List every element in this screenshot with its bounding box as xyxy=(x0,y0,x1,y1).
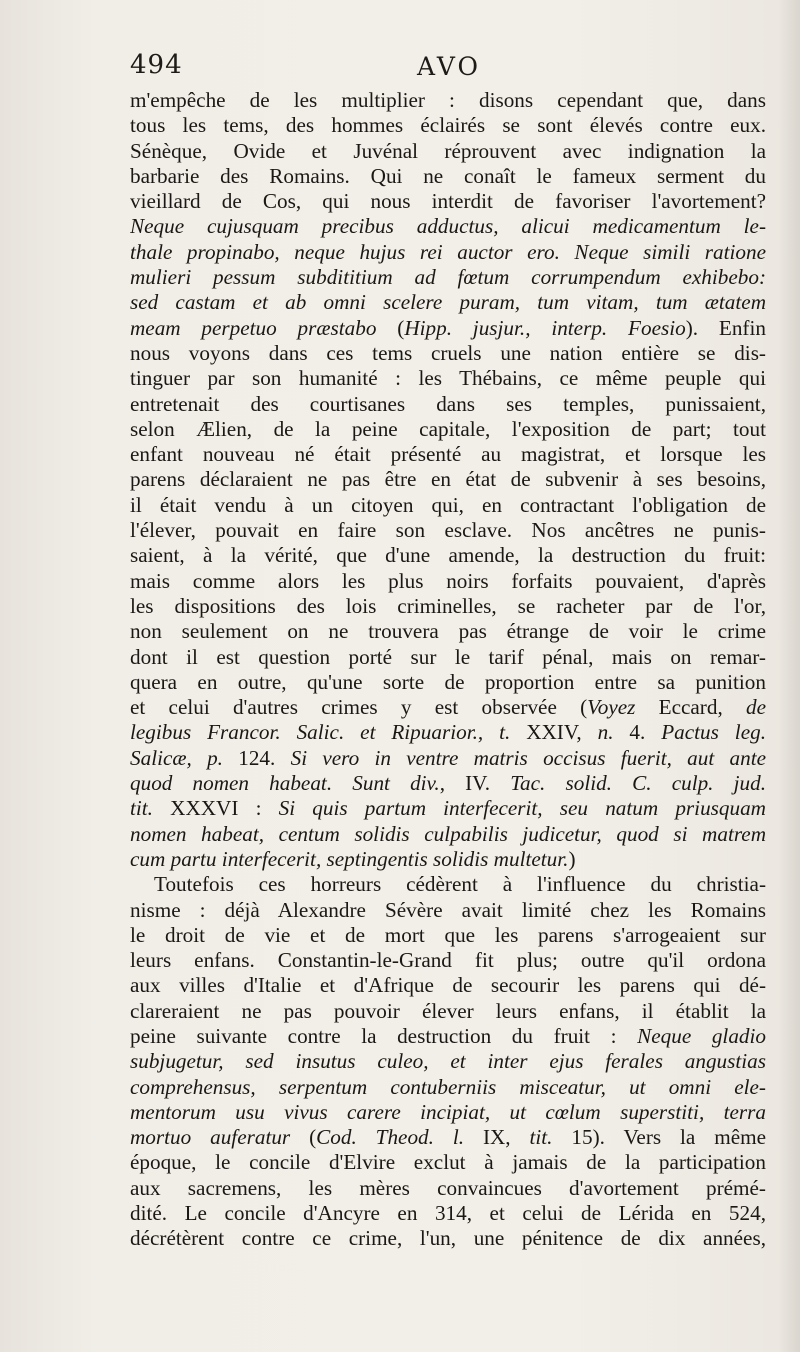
text-line xyxy=(130,1049,766,1074)
text-line xyxy=(130,1150,766,1175)
text-line xyxy=(130,948,766,973)
text-segment: aux villes d'Italie et d'Afrique de secourir les parens qui dé- xyxy=(130,973,766,998)
text-line xyxy=(130,265,766,290)
text-line xyxy=(130,164,766,189)
italic-segment: tit. xyxy=(130,796,153,821)
text-segment: l'élever, pouvait en faire son esclave. Nos ancêtres ne punis- xyxy=(130,518,766,543)
text-line xyxy=(130,442,766,467)
text-segment: et celui d'autres crimes y est observée ( xyxy=(130,695,588,720)
running-head xyxy=(130,48,768,88)
text-segment: peine suivante contre la destruction du fruit : xyxy=(130,1023,638,1048)
italic-segment: Si vero in ventre matris occisus fuerit, aut ante xyxy=(290,745,766,770)
running-headword: AVO xyxy=(417,52,481,81)
text-line xyxy=(130,898,766,923)
italic-segment: quod nomen habeat. Sunt div. xyxy=(130,771,440,796)
text-segment: le droit de vie et de mort que les parens s'arrogeaient sur xyxy=(130,922,766,947)
text-segment: mais comme alors les plus noirs forfaits pouvaient, d'après xyxy=(130,568,766,593)
text-line xyxy=(130,771,766,796)
text-line xyxy=(130,366,766,391)
text-line xyxy=(130,1176,766,1201)
italic-segment: n. xyxy=(597,720,614,745)
text-line xyxy=(130,746,766,771)
text-segment: aux sacremens, les mères convaincues d'avortement prémé- xyxy=(130,1175,766,1200)
text-line xyxy=(130,1075,766,1100)
text-segment: ( xyxy=(290,1125,317,1150)
italic-segment: thale propinabo, neque hujus rei auctor ero. Neque simili ratione xyxy=(130,239,766,264)
italic-segment: mulieri pessum subdititium ad fœtum corrumpendum exhibebo: xyxy=(130,265,766,290)
text-segment: entretenait des courtisanes dans ses temples, punissaient, xyxy=(130,391,766,416)
text-line xyxy=(130,695,766,720)
text-segment: leurs enfans. Constantin-le-Grand fit plus; outre qu'il ordona xyxy=(130,948,766,973)
text-segment: les dispositions des lois criminelles, se racheter par de l'or, xyxy=(130,593,766,618)
italic-segment: tit. xyxy=(529,1125,553,1150)
text-line xyxy=(130,923,766,948)
text-line xyxy=(130,670,766,695)
text-segment: 15). Vers la même xyxy=(552,1125,766,1150)
italic-segment: subjugetur, sed insutus culeo, et inter ejus ferales angustias xyxy=(130,1049,766,1074)
text-line xyxy=(130,645,766,670)
text-line xyxy=(130,341,766,366)
text-line xyxy=(130,619,766,644)
italic-segment: nomen habeat, centum solidis culpabilis judicetur, quod si matrem xyxy=(130,821,766,846)
text-segment: barbarie des Romains. Qui ne conaît le fameux serment du xyxy=(130,163,766,188)
page-gutter-shadow xyxy=(778,0,800,1352)
italic-segment: Hipp. jusjur., interp. Foesio xyxy=(404,315,686,340)
text-segment: dont il est question porté sur le tarif pénal, mais on remar- xyxy=(130,644,766,669)
text-line xyxy=(130,493,766,518)
text-line xyxy=(130,467,766,492)
text-segment: ( xyxy=(376,315,405,340)
italic-segment: legibus Francor. Salic. et Ripuarior., t. xyxy=(130,720,511,745)
text-segment: nisme : déjà Alexandre Sévère avait limité chez les Romains xyxy=(130,897,766,922)
text-line xyxy=(130,847,766,872)
text-segment: décrétèrent contre ce crime, l'un, une pénitence de dix années, xyxy=(130,1226,766,1251)
italic-segment: Tac. solid. C. culp. jud. xyxy=(510,771,766,796)
text-segment: non seulement on ne trouvera pas étrange de voir le crime xyxy=(130,619,766,644)
text-line xyxy=(130,822,766,847)
text-line xyxy=(130,214,766,239)
text-segment: 4. xyxy=(613,720,662,745)
text-line xyxy=(130,1201,766,1226)
text-segment: tinguer par son humanité : les Thébains, ce même peuple qui xyxy=(130,366,766,391)
text-segment: XXIV, xyxy=(510,720,598,745)
text-segment: m'empêche de les multiplier : disons cependant que, dans xyxy=(130,88,766,112)
text-segment: vieillard de Cos, qui nous interdit de favoriser l'avortement? xyxy=(130,189,766,214)
body-text xyxy=(130,88,766,1252)
italic-segment: sed castam et ab omni scelere puram, tum vitam, tum ætatem xyxy=(130,290,766,315)
text-line xyxy=(130,796,766,821)
italic-segment: Pactus leg. xyxy=(661,720,766,745)
text-segment: quera en outre, qu'une sorte de proportion entre sa punition xyxy=(130,669,766,694)
italic-segment: Voyez xyxy=(587,695,636,720)
text-line xyxy=(130,594,766,619)
text-segment: dité. Le concile d'Ancyre en 314, et celui de Lérida en 524, xyxy=(130,1201,766,1226)
text-segment: Toutefois ces horreurs cédèrent à l'influence du christia- xyxy=(154,872,766,897)
text-line xyxy=(130,290,766,315)
text-segment: parens déclaraient ne pas être en état de subvenir à ses besoins, xyxy=(130,467,766,492)
text-line xyxy=(130,973,766,998)
italic-segment: mortuo auferatur xyxy=(130,1125,291,1150)
text-line xyxy=(130,139,766,164)
text-line xyxy=(130,240,766,265)
text-segment: époque, le concile d'Elvire exclut à jamais de la participation xyxy=(130,1150,766,1175)
italic-segment: Neque cujusquam precibus adductus, alicui medicamentum le- xyxy=(130,214,766,239)
text-segment: ) xyxy=(568,846,576,871)
text-segment: il était vendu à un citoyen qui, en contractant l'obligation de xyxy=(130,492,766,517)
text-line xyxy=(130,316,766,341)
italic-segment: cum partu interfecerit, septingentis solidis multetur. xyxy=(130,846,569,871)
text-segment: selon Ælien, de la peine capitale, l'exposition de part; tout xyxy=(130,416,766,441)
text-segment: clareraient ne pas pouvoir élever leurs enfans, il établit la xyxy=(130,998,766,1023)
text-segment: IX, xyxy=(464,1125,530,1150)
text-segment: nous voyons dans ces tems cruels une nation entière se dis- xyxy=(130,340,766,365)
italic-segment: mentorum usu vivus carere incipiat, ut cœlum superstiti, terra xyxy=(130,1099,766,1124)
italic-segment: de xyxy=(746,695,766,720)
text-line xyxy=(130,417,766,442)
text-line xyxy=(130,569,766,594)
italic-segment: Si quis partum interfecerit, seu natum priusquam xyxy=(278,796,766,821)
text-line xyxy=(130,872,766,897)
text-line xyxy=(130,720,766,745)
text-line xyxy=(130,88,766,113)
text-line xyxy=(130,1100,766,1125)
text-line xyxy=(130,189,766,214)
text-line xyxy=(130,518,766,543)
text-segment: enfant nouveau né était présenté au magistrat, et lorsque les xyxy=(130,442,766,467)
text-segment: tous les tems, des hommes éclairés se sont élevés contre eux. xyxy=(130,113,766,138)
text-segment: Eccard, xyxy=(635,695,746,720)
text-segment: , IV. xyxy=(439,771,511,796)
text-line xyxy=(130,999,766,1024)
text-line xyxy=(130,392,766,417)
page-number: 494 xyxy=(130,50,183,80)
italic-segment: Salicæ, p. xyxy=(130,745,223,770)
text-segment: 124. xyxy=(222,745,291,770)
text-line xyxy=(130,1125,766,1150)
text-segment: Sénèque, Ovide et Juvénal réprouvent avec indignation la xyxy=(130,138,766,163)
italic-segment: Neque gladio xyxy=(637,1023,766,1048)
text-line xyxy=(130,543,766,568)
italic-segment: comprehensus, serpentum contuberniis misceatur, ut omni ele- xyxy=(130,1074,766,1099)
text-segment: ). Enfin xyxy=(685,315,766,340)
italic-segment: Cod. Theod. l. xyxy=(316,1125,465,1150)
italic-segment: meam perpetuo præstabo xyxy=(130,315,377,340)
text-line xyxy=(130,1226,766,1251)
text-segment: XXXVI : xyxy=(152,796,279,821)
text-segment: saient, à la vérité, que d'une amende, la destruction du fruit: xyxy=(130,543,766,568)
text-line xyxy=(130,1024,766,1049)
text-line xyxy=(130,113,766,138)
